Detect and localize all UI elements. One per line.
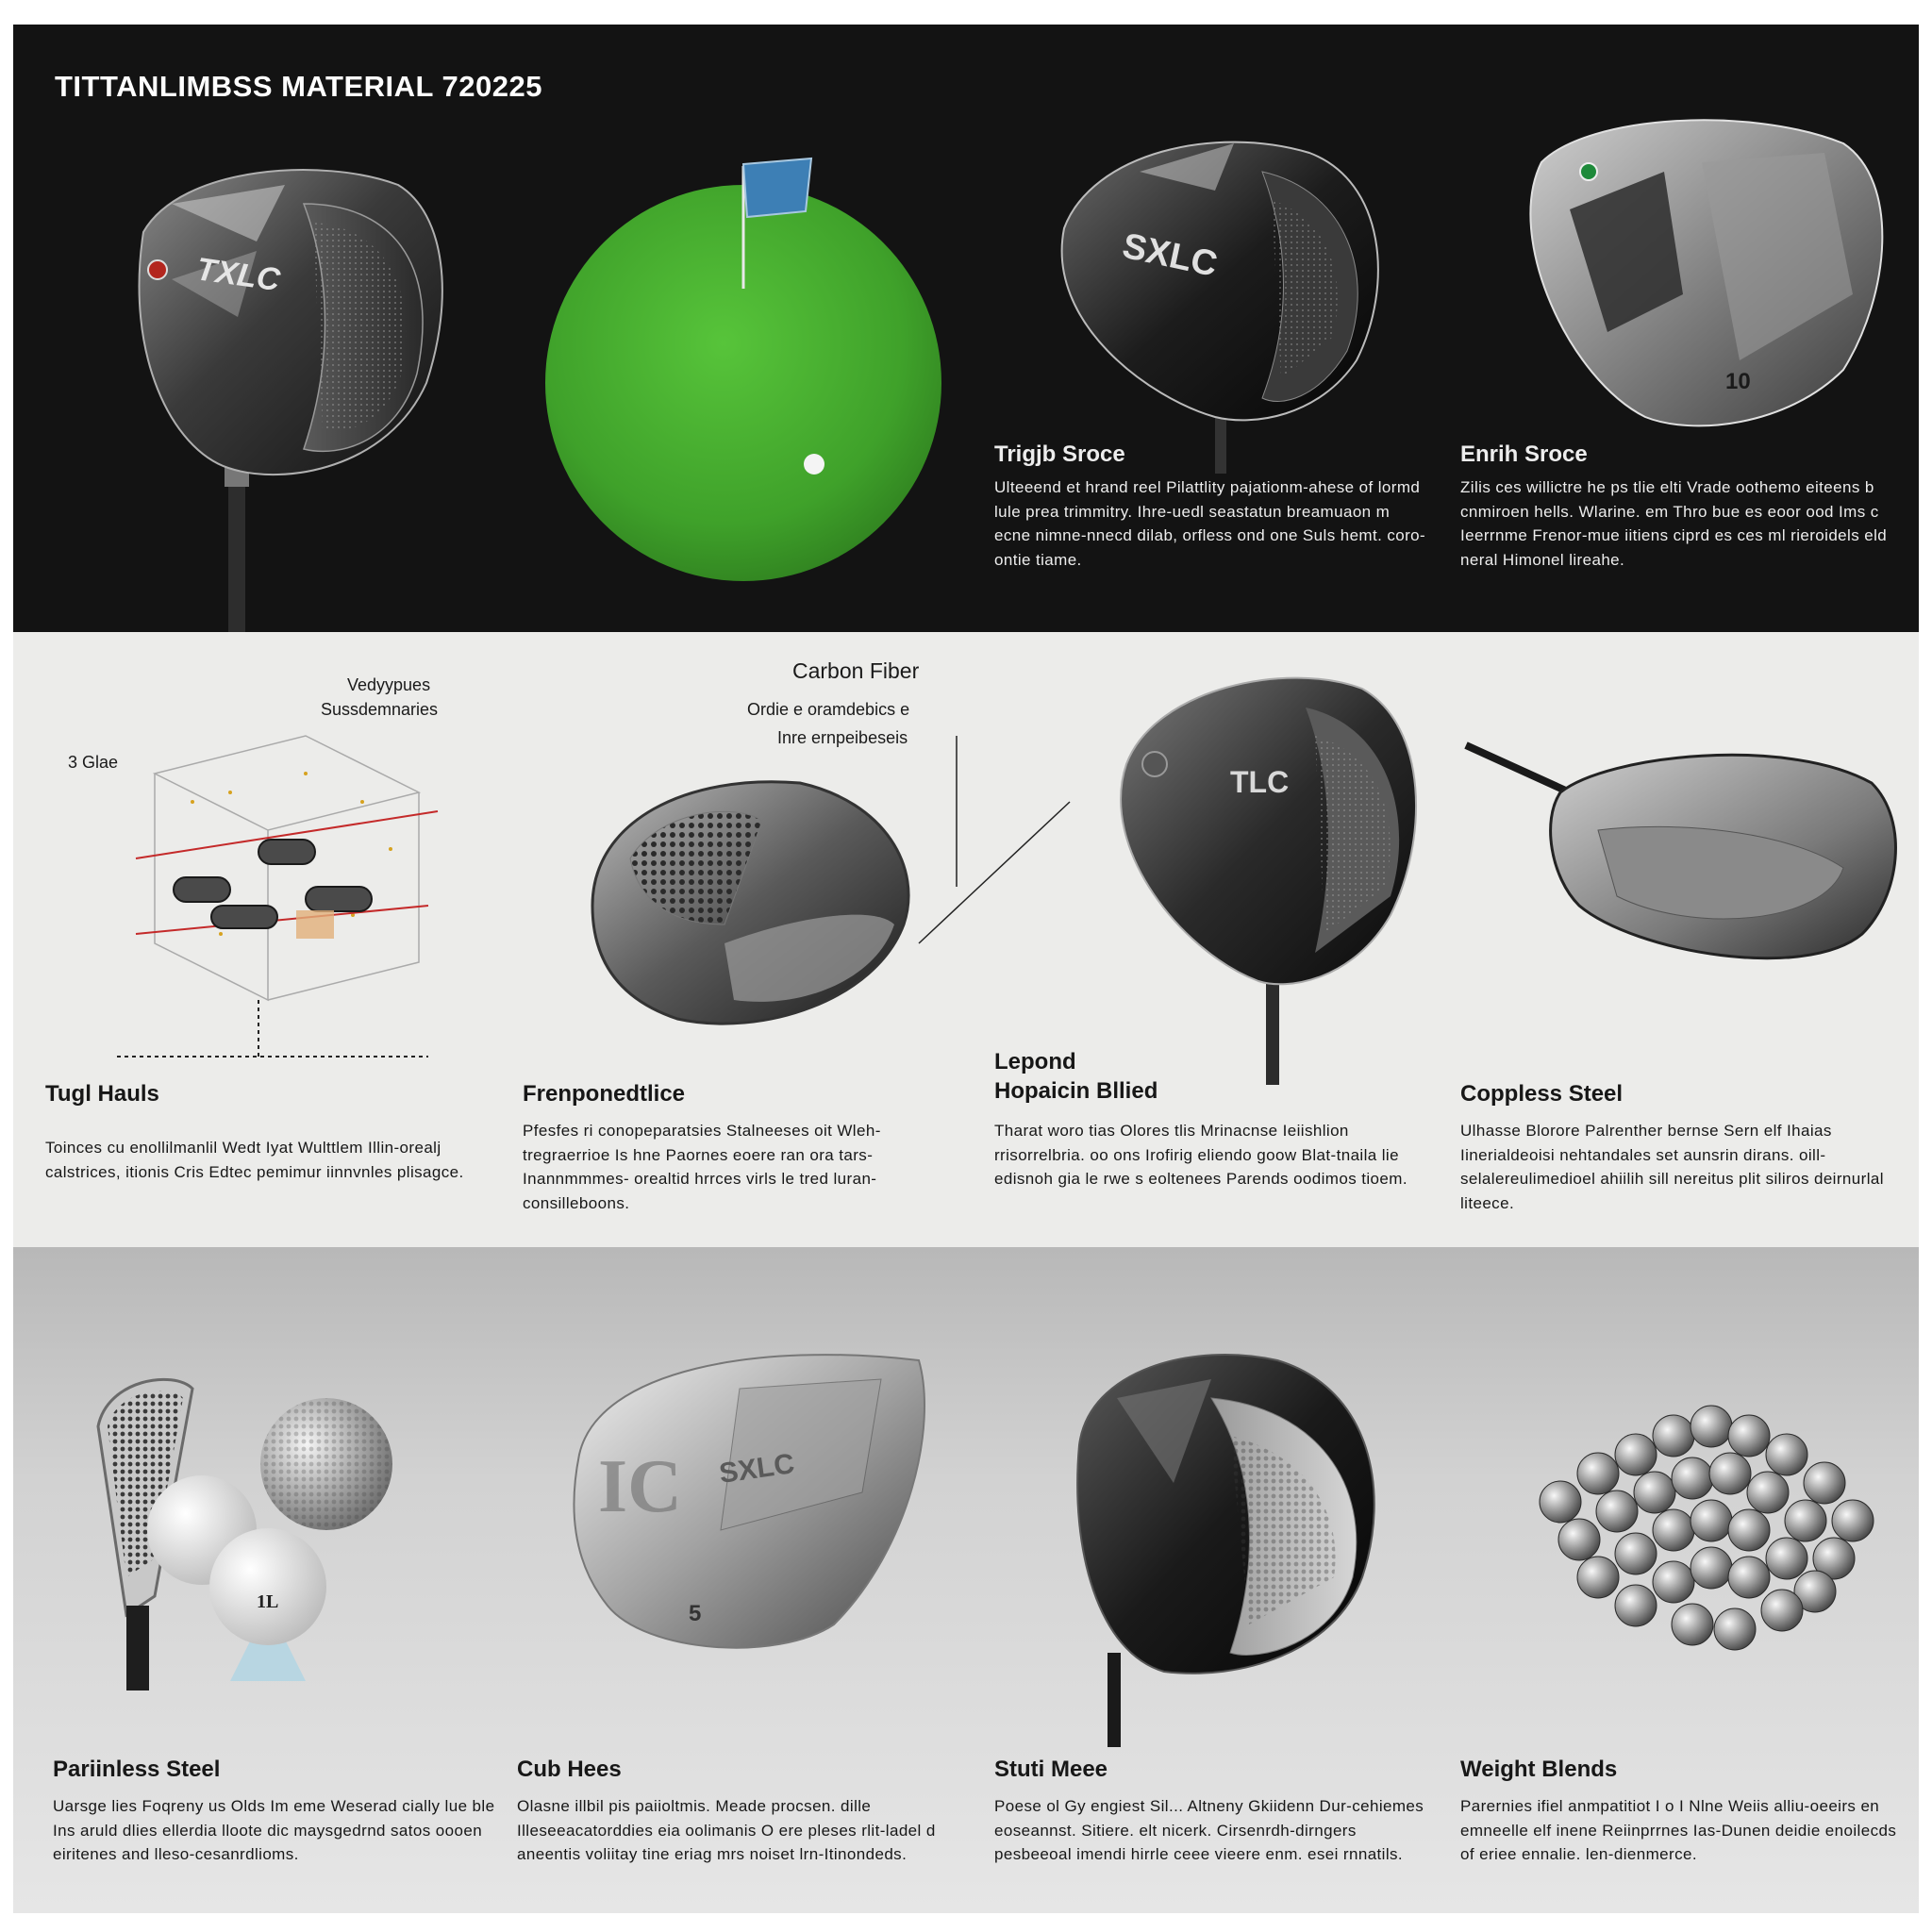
club-badge-text: TLC xyxy=(1230,765,1290,799)
callout-line xyxy=(900,736,1089,943)
driver-head-image xyxy=(1045,115,1404,474)
loft-number: 5 xyxy=(689,1601,702,1626)
card-title: Coppless Steel xyxy=(1460,1081,1624,1107)
card-title: Frenponedtlice xyxy=(523,1081,686,1107)
golf-green-image xyxy=(508,119,979,591)
club-badge-text: SXLC xyxy=(717,1448,797,1490)
card-title: Stuti Meee xyxy=(994,1757,1108,1782)
card-body: Olasne illbil pis paiioltmis. Meade procsen. dille Illeseeacatorddies eia oolimanis O ere pleses rlit-ladel d aneentis voliitay tine eriag mrs noiset lrn-Itinondeds. xyxy=(517,1797,936,1863)
driver-head-image xyxy=(1466,726,1900,972)
driver-head-image xyxy=(1051,1341,1409,1747)
card-title: Cub Hees xyxy=(517,1757,622,1782)
top-band xyxy=(13,25,1919,632)
card-body: Toinces cu enollilmanlil Wedt Iyat Wulttlem Illin-orealj calstrices, itionis Cris Edtec pemimur iinnvnles plisagce. xyxy=(45,1139,464,1181)
card-title: Trigjb Sroce xyxy=(994,441,1125,467)
callout-text: Ordie e oramdebics e xyxy=(747,700,910,719)
driver-head-image xyxy=(574,764,932,1047)
flag-icon xyxy=(743,158,811,217)
material-structure-diagram xyxy=(117,717,475,1047)
diagram-label: 3 Glae xyxy=(68,753,119,772)
card-body: Tharat woro tias Olores tlis Mrinacnse Ieiishlion rrisorrelbria. oo ons Irofirig eliendo goow Blat-tnaila lie edisnoh gia le rwe s eoltenees Parends oodimos tioem. xyxy=(994,1122,1407,1188)
club-badge-text: SXLC xyxy=(1119,225,1222,285)
driver-head-image xyxy=(570,1341,947,1662)
card-title: Lepond Hopaicin Bllied xyxy=(994,1049,1158,1104)
card-title: Pariinless Steel xyxy=(53,1757,221,1782)
weights-image xyxy=(1504,1389,1900,1672)
driver-head-image xyxy=(115,147,483,632)
club-badge-text: TXLC xyxy=(193,251,283,299)
ball-marking: 1L xyxy=(257,1591,279,1612)
loft-number: 10 xyxy=(1725,369,1751,394)
card-body: Ulhasse Blorore Palrenther bernse Sern elf Ihaias Iinerialdeoisi nehtandales set aunsrin dirans. oill-selalereulimedioel ahiilih sill nereitus plit siliros deirnurlal liteece. xyxy=(1460,1122,1884,1212)
diagram-label: Sussdemnaries xyxy=(321,700,439,719)
svg-text:IC: IC xyxy=(598,1445,682,1528)
middle-band xyxy=(13,632,1919,1247)
card-body: Uarsge lies Foqreny us Olds Im eme Weserad cially lue ble Ins aruld dlies ellerdia lloote dic maysgedrnd satos oooen eiritenes and lleso-cesanrdlioms. xyxy=(53,1797,495,1863)
card-body: Zilis ces willictre he ps tlie elti Vrade oothemo eiteens b cnmiroen hells. Wlarine. em Thro bue es eoor ood Ims c Ieerrnme Frenor-mue iitiens ciprd es ces ml rieroidels eld neral Himonel lireahe. xyxy=(1460,478,1888,569)
page-title: TITTANLIMBSS MATERIAL 720225 xyxy=(55,70,542,103)
driver-head-image xyxy=(1504,106,1900,445)
card-body: Poese ol Gy engiest Sil... Altneny Gkiidenn Dur-cehiemes eoseannst. Sitiere. elt nicerk. Cirsenrdh-dirngers pesbeeoal imendi hirrle ceee vieere enm. esei rnnatils. xyxy=(994,1797,1424,1863)
callout-text: Inre ernpeibeseis xyxy=(777,728,908,747)
golf-ball-icon xyxy=(804,454,824,475)
callout-title: Carbon Fiber xyxy=(792,658,920,683)
card-title: Enrih Sroce xyxy=(1460,441,1588,467)
card-title: Weight Blends xyxy=(1460,1757,1618,1782)
card-body: Parernies ifiel anmpatitiot I o I Nlne Weiis alliu-oeeirs en emneelle elf inene Reiinprrnes Ias-Dunen deidie enoilecds of eriee ennalie. len-dienmerce. xyxy=(1460,1797,1897,1863)
bottom-band xyxy=(13,1247,1919,1913)
card-title: Tugl Hauls xyxy=(45,1081,159,1107)
card-body: Ulteeend et hrand reel Pilattlity pajationm-ahese of lormd lule prea trimmitry. Ihre-uedl seastatun breamuaon m ecne nimne-nnecd dilab, orfless ond one Suls hemt. coro-ontie tiame. xyxy=(994,478,1426,569)
diagram-label: Vedyypues xyxy=(347,675,431,694)
iron-and-balls-image xyxy=(89,1370,400,1690)
card-body: Pfesfes ri conopeparatsies Stalneeses oit Wleh-tregraerrioe Is hne Paornes eoere ran ora tars-Inannmmmes- orealtid hrrces virls le tred luran-consilleboons. xyxy=(523,1122,881,1212)
driver-head-image xyxy=(1098,660,1438,1085)
